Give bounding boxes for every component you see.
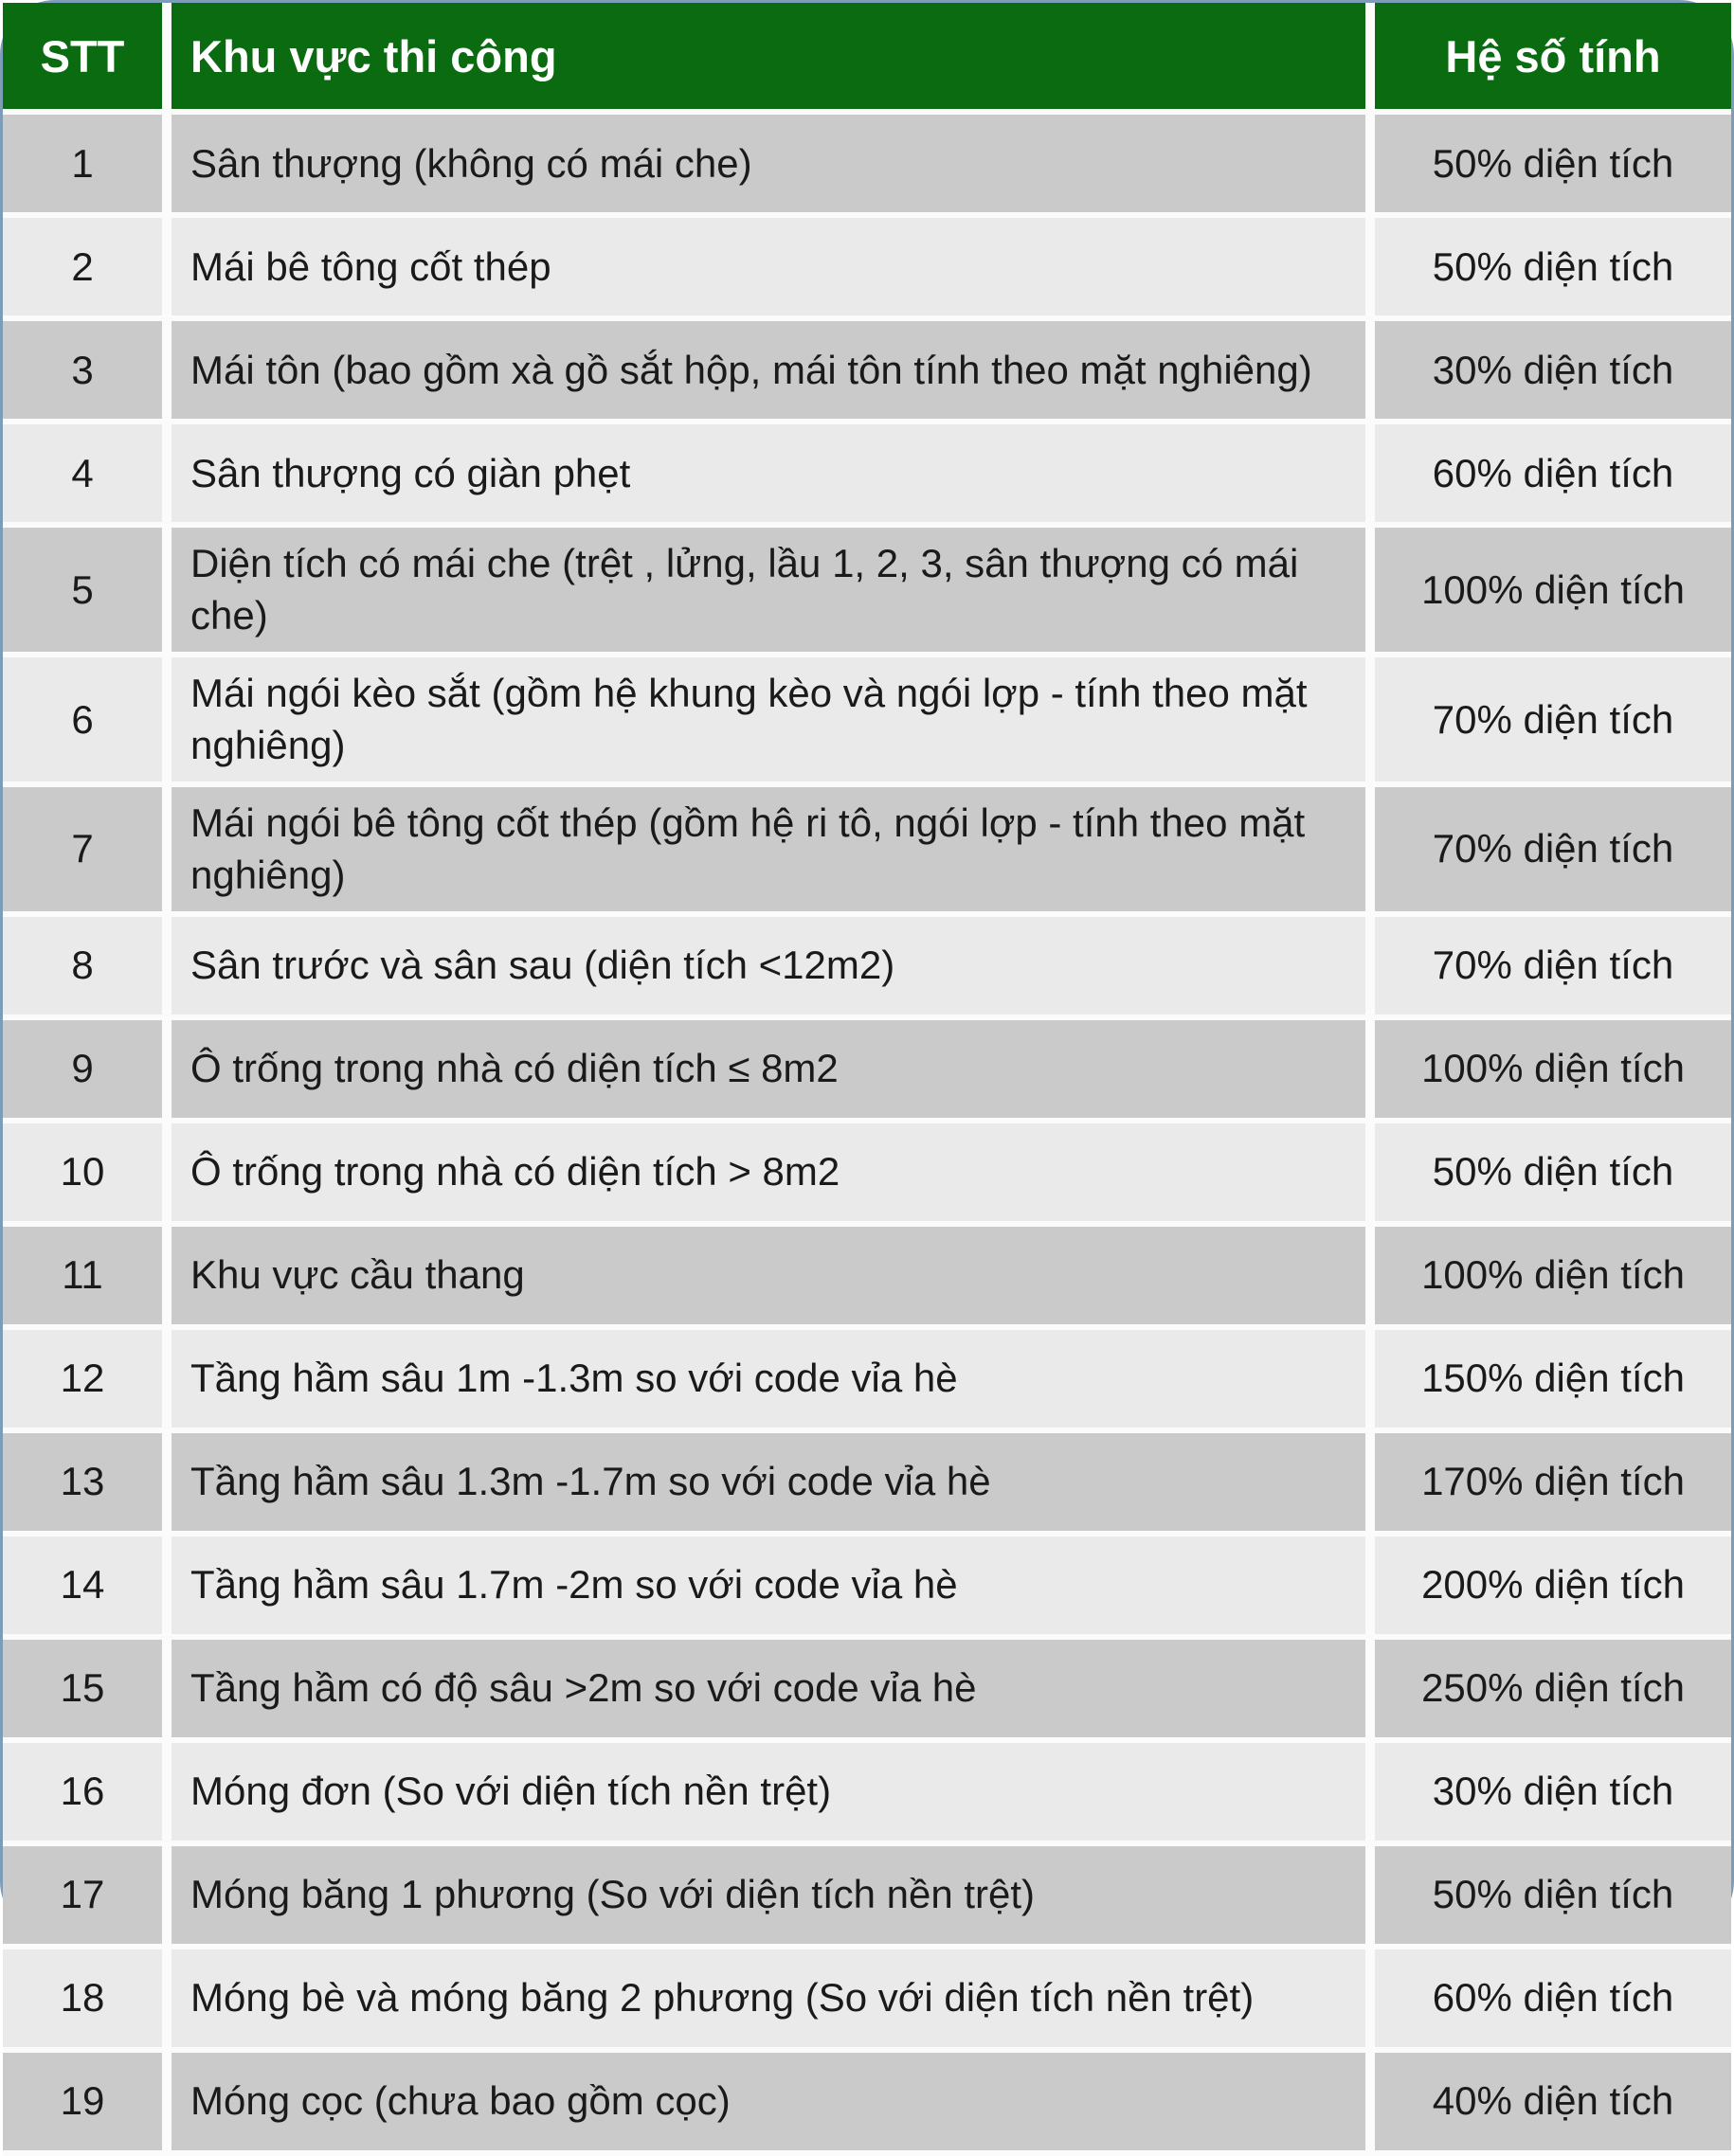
table-row (3, 1433, 1731, 1536)
cell-coefficient: 60% diện tích (1365, 424, 1731, 528)
cell-area: Móng băng 1 phương (So với diện tích nền trệt) (162, 1846, 1365, 1949)
cell-coefficient: 50% diện tích (1365, 115, 1731, 218)
cell-stt: 4 (3, 424, 162, 528)
cell-stt: 14 (3, 1536, 162, 1640)
cell-area: Mái tôn (bao gồm xà gồ sắt hộp, mái tôn tính theo mặt nghiêng) (162, 321, 1365, 424)
cell-area: Tầng hầm sâu 1.7m -2m so với code vỉa hè (162, 1536, 1365, 1640)
cell-stt: 19 (3, 2053, 162, 2156)
cell-area: Tầng hầm sâu 1.3m -1.7m so với code vỉa hè (162, 1433, 1365, 1536)
cell-coefficient: 60% diện tích (1365, 1949, 1731, 2053)
cell-stt: 11 (3, 1227, 162, 1330)
table-row (3, 657, 1731, 787)
table-row (3, 1020, 1731, 1123)
cell-stt: 8 (3, 917, 162, 1020)
cell-coefficient: 100% diện tích (1365, 1020, 1731, 1123)
table-row (3, 115, 1731, 218)
table-row (3, 787, 1731, 917)
cell-area: Sân thượng có giàn phẹt (162, 424, 1365, 528)
table-row (3, 1330, 1731, 1433)
cell-area: Móng cọc (chưa bao gồm cọc) (162, 2053, 1365, 2156)
cell-area: Tầng hầm có độ sâu >2m so với code vỉa hè (162, 1640, 1365, 1743)
table-row (3, 218, 1731, 321)
cell-coefficient: 50% diện tích (1365, 218, 1731, 321)
cell-area: Khu vực cầu thang (162, 1227, 1365, 1330)
table-row (3, 1846, 1731, 1949)
cell-stt: 16 (3, 1743, 162, 1846)
table-row (3, 1640, 1731, 1743)
table-row (3, 528, 1731, 657)
cell-stt: 3 (3, 321, 162, 424)
cell-area: Sân trước và sân sau (diện tích <12m2) (162, 917, 1365, 1020)
cell-stt: 17 (3, 1846, 162, 1949)
cell-coefficient: 30% diện tích (1365, 1743, 1731, 1846)
cell-coefficient: 200% diện tích (1365, 1536, 1731, 1640)
table-row (3, 321, 1731, 424)
cell-area: Ô trống trong nhà có diện tích > 8m2 (162, 1123, 1365, 1227)
cell-coefficient: 150% diện tích (1365, 1330, 1731, 1433)
col-header-coefficient: Hệ số tính (1365, 3, 1731, 115)
cell-coefficient: 30% diện tích (1365, 321, 1731, 424)
cell-stt: 7 (3, 787, 162, 917)
cell-coefficient: 40% diện tích (1365, 2053, 1731, 2156)
cell-coefficient: 70% diện tích (1365, 657, 1731, 787)
cell-stt: 1 (3, 115, 162, 218)
table-row (3, 1227, 1731, 1330)
cell-coefficient: 70% diện tích (1365, 917, 1731, 1020)
table-body (3, 115, 1731, 2156)
cell-stt: 2 (3, 218, 162, 321)
col-header-stt: STT (3, 3, 162, 115)
cell-coefficient: 50% diện tích (1365, 1123, 1731, 1227)
cell-area: Tầng hầm sâu 1m -1.3m so với code vỉa hè (162, 1330, 1365, 1433)
cell-coefficient: 50% diện tích (1365, 1846, 1731, 1949)
table-row (3, 1949, 1731, 2053)
cell-stt: 12 (3, 1330, 162, 1433)
cell-coefficient: 100% diện tích (1365, 1227, 1731, 1330)
table-row (3, 1743, 1731, 1846)
cell-coefficient: 100% diện tích (1365, 528, 1731, 657)
cell-stt: 5 (3, 528, 162, 657)
cell-coefficient: 250% diện tích (1365, 1640, 1731, 1743)
cell-area: Diện tích có mái che (trệt , lửng, lầu 1, 2, 3, sân thượng có mái che) (162, 528, 1365, 657)
coefficient-table (3, 3, 1731, 2156)
table-row (3, 1536, 1731, 1640)
col-header-area: Khu vực thi công (162, 3, 1365, 115)
header-row (3, 3, 1731, 115)
cell-stt: 18 (3, 1949, 162, 2053)
table-row (3, 2053, 1731, 2156)
cell-area: Ô trống trong nhà có diện tích ≤ 8m2 (162, 1020, 1365, 1123)
cell-coefficient: 70% diện tích (1365, 787, 1731, 917)
table-row (3, 1123, 1731, 1227)
cell-area: Móng đơn (So với diện tích nền trệt) (162, 1743, 1365, 1846)
table-row (3, 917, 1731, 1020)
cell-area: Mái ngói kèo sắt (gồm hệ khung kèo và ngói lợp - tính theo mặt nghiêng) (162, 657, 1365, 787)
cell-coefficient: 170% diện tích (1365, 1433, 1731, 1536)
cell-stt: 10 (3, 1123, 162, 1227)
table-row (3, 424, 1731, 528)
cell-area: Móng bè và móng băng 2 phương (So với diện tích nền trệt) (162, 1949, 1365, 2053)
cell-stt: 9 (3, 1020, 162, 1123)
cell-stt: 13 (3, 1433, 162, 1536)
cell-area: Mái ngói bê tông cốt thép (gồm hệ ri tô, ngói lợp - tính theo mặt nghiêng) (162, 787, 1365, 917)
cell-stt: 6 (3, 657, 162, 787)
table-header (3, 3, 1731, 115)
cell-area: Mái bê tông cốt thép (162, 218, 1365, 321)
cell-stt: 15 (3, 1640, 162, 1743)
cell-area: Sân thượng (không có mái che) (162, 115, 1365, 218)
